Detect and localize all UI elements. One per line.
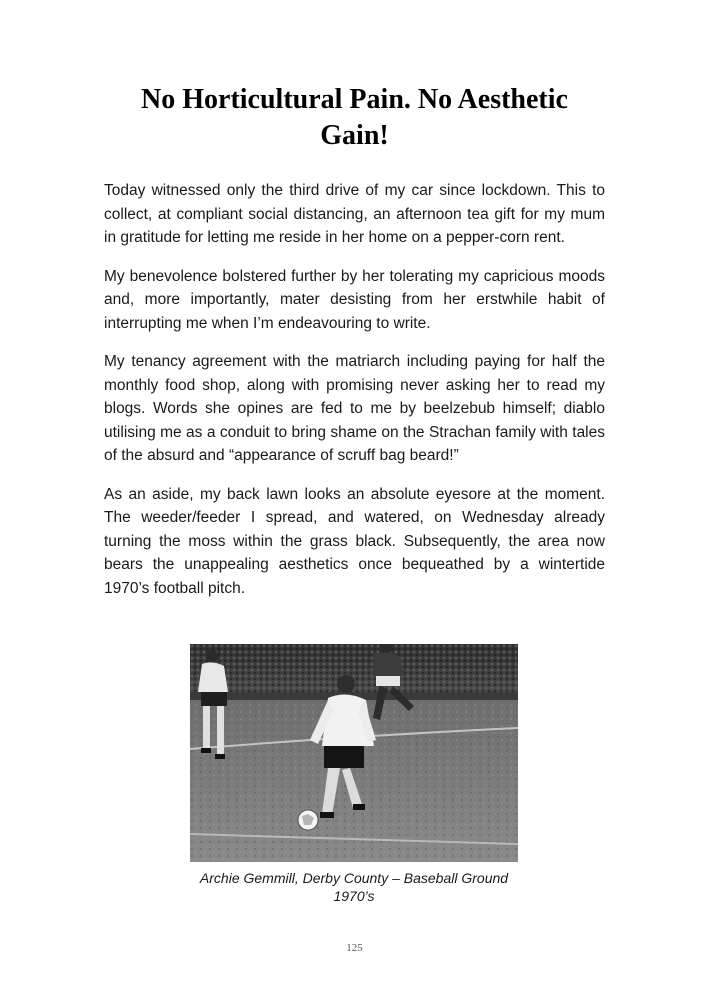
caption-line-1: Archie Gemmill, Derby County – Baseball Ground	[199, 870, 509, 886]
paragraph-2: My benevolence bolstered further by her tolerating my capricious moods and, more importantly, mater desisting from her erstwhile habit of interrupting me when I’m endeavouring to write.	[104, 267, 605, 332]
title-line-2: Gain!	[320, 120, 389, 151]
title-line-1: No Horticultural Pain. No Aesthetic	[141, 84, 568, 115]
football-photo	[190, 644, 518, 862]
paragraph-3: My tenancy agreement with the matriarch including paying for half the monthly food shop, along with promising never asking her to read my blogs. Words she opines are fed to me by beelzebub himself; diablo utilising me as a conduit to bring shame on the Strachan family with tales of the absurd and “appearance of scruff bag beard!”	[104, 353, 605, 464]
paragraph-1: Today witnessed only the third drive of my car since lockdown. This to collect, at compliant social distancing, an afternoon tea gift for my mum in gratitude for letting me reside in her home on a pepper-corn rent.	[104, 182, 605, 246]
page-number: 125	[346, 942, 363, 954]
body-text	[104, 179, 605, 615]
paragraph-4: As an aside, my back lawn looks an absolute eyesore at the moment. The weeder/feeder I spread, and watered, on Wednesday already turning the moss within the grass black. Subsequently, the area now bears the unappealing aesthetics once bequeathed by a wintertide 1970’s football pitch.	[104, 485, 605, 597]
caption-line-2: 1970’s	[333, 888, 375, 904]
page-title	[104, 82, 605, 154]
photo-caption	[190, 869, 518, 905]
